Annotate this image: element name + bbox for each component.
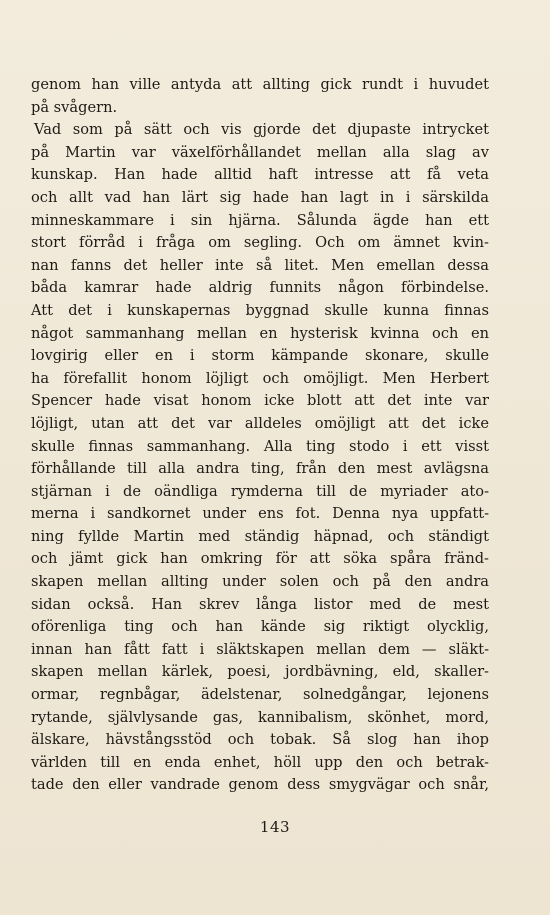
text-line: merna i sandkornet under ens fot. Denna nya uppfatt-: [31, 505, 489, 523]
text-line: kunskap. Han hade alltid haft intresse att få veta: [31, 166, 489, 184]
page-number: 143: [259, 818, 291, 836]
text-line: världen till en enda enhet, höll upp den och betrak-: [31, 753, 489, 771]
text-line: nan fanns det heller inte så litet. Men emellan dessa: [31, 256, 489, 274]
text-line: ha förefallit honom löjligt och omöjligt. Men Herbert: [31, 369, 489, 387]
text-line: och allt vad han lärt sig hade han lagt in i särskilda: [31, 188, 489, 206]
text-line: innan han fått fatt i släktskapen mellan dem — släkt-: [31, 640, 489, 658]
text-line: på svågern.: [31, 98, 118, 116]
text-line: något sammanhang mellan en hysterisk kvinna och en: [31, 324, 489, 342]
text-line: Vad som på sätt och vis gjorde det djupaste intrycket: [34, 121, 489, 139]
text-line: tade den eller vandrade genom dess smygvägar och snår,: [31, 776, 489, 794]
text-line: genom han ville antyda att allting gick rundt i huvudet: [31, 76, 489, 93]
text-line: förhållande till alla andra ting, från den mest avlägsna: [31, 460, 489, 478]
text-line: skulle finnas sammanhang. Alla ting stodo i ett visst: [31, 437, 489, 455]
text-line: oförenliga ting och han kände sig riktigt olycklig,: [31, 618, 489, 636]
text-line: ning fyllde Martin med ständig häpnad, och ständigt: [31, 527, 489, 545]
text-line: älskare, hävstångsstöd och tobak. Så slog han ihop: [31, 731, 489, 749]
text-line: lovgirig eller en i storm kämpande skonare, skulle: [31, 347, 489, 365]
text-line: båda kamrar hade aldrig funnits någon förbindelse.: [31, 279, 489, 297]
text-line: skapen mellan allting under solen och på den andra: [31, 573, 489, 591]
text-line: minneskammare i sin hjärna. Sålunda ägde han ett: [31, 211, 489, 229]
text-line: sidan också. Han skrev långa listor med de mest: [31, 595, 489, 613]
body-text: [31, 74, 489, 797]
text-line: stjärnan i de oändliga rymderna till de myriader ato-: [31, 482, 489, 500]
text-line: skapen mellan kärlek, poesi, jordbävning, eld, skaller-: [31, 663, 489, 681]
text-line: Att det i kunskapernas byggnad skulle kunna finnas: [31, 301, 489, 319]
text-line: och jämt gick han omkring för att söka spåra fränd-: [31, 550, 489, 568]
text-line: rytande, självlysande gas, kannibalism, skönhet, mord,: [31, 708, 489, 726]
text-line: på Martin var växelförhållandet mellan alla slag av: [31, 143, 489, 161]
text-line: Spencer hade visat honom icke blott att det inte var: [31, 392, 489, 410]
text-line: ormar, regnbågar, ädelstenar, solnedgångar, lejonens: [31, 686, 489, 704]
text-line: löjligt, utan att det var alldeles omöjligt att det icke: [31, 414, 489, 432]
text-line: stort förråd i fråga om segling. Och om ämnet kvin-: [31, 234, 489, 252]
